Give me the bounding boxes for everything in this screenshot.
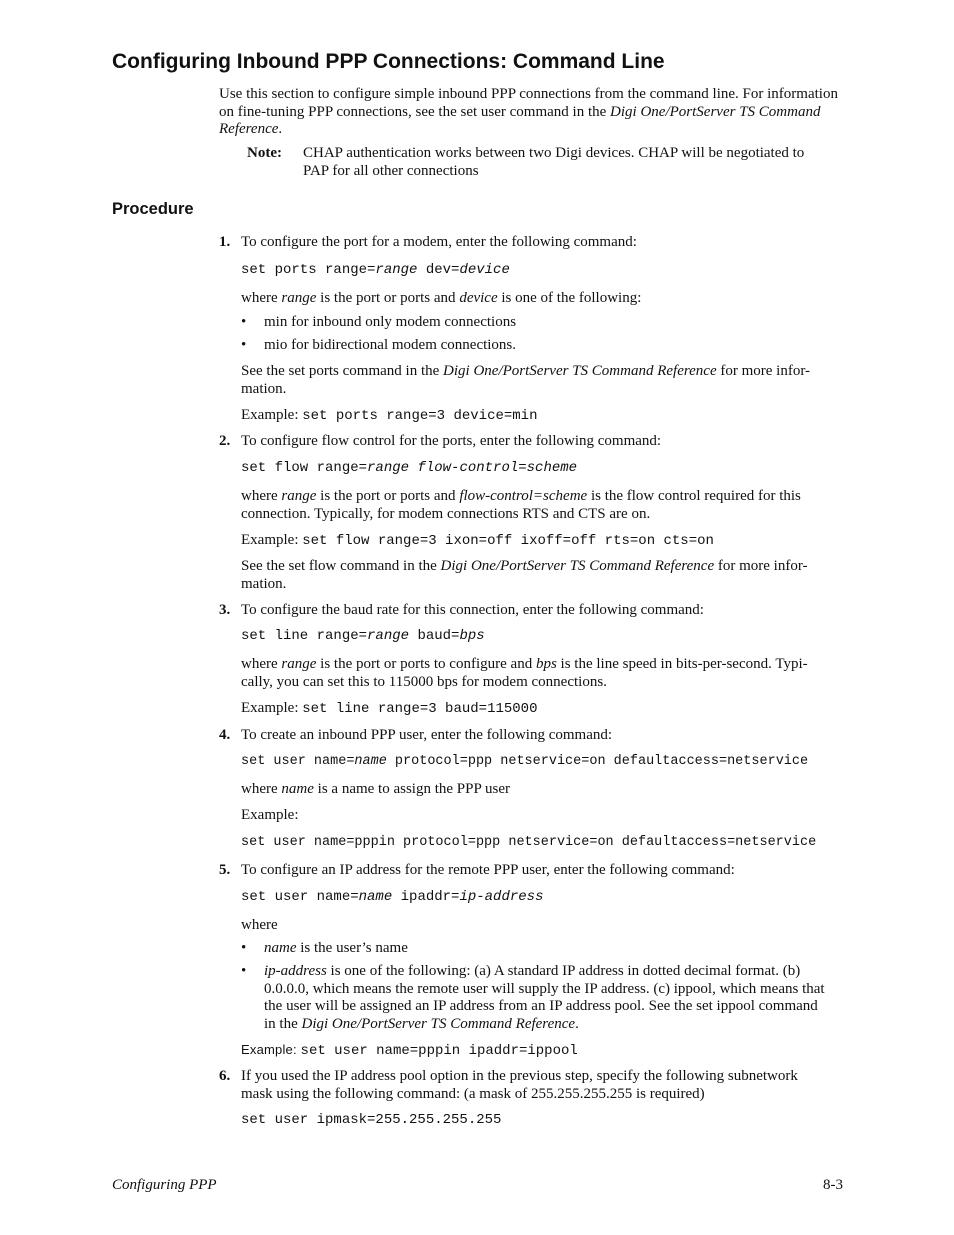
- bullet-dot: •: [241, 337, 247, 353]
- step-5-bullet-ip-address: ip-address is one of the following: (a) A standard IP address in dotted decimal format. (b) 0.0.0.0, which means the remote user will supply the IP address. (c) ippool, which means that the user will be assigned an IP address from an IP address pool. See the set ippool command in the Digi One/PortServer TS Command Reference.: [264, 963, 825, 1032]
- step-2-command: set flow range=range flow-control=scheme: [241, 460, 578, 476]
- step-5-example: Example: set user name=pppin ipaddr=ippool: [241, 1042, 578, 1059]
- step-1-text: To configure the port for a modem, enter the following command:: [241, 234, 637, 250]
- step-2-text: To configure flow control for the ports, enter the following command:: [241, 433, 662, 449]
- step-6-command: set user ipmask=255.255.255.255: [241, 1112, 502, 1128]
- step-5-text: To configure an IP address for the remote PPP user, enter the following command:: [241, 862, 735, 878]
- step-1-bullet-mio: mio for bidirectional modem connections.: [264, 337, 517, 353]
- step-1-command: set ports range=range dev=device: [241, 262, 510, 278]
- step-2-example: Example: set flow range=3 ixon=off ixoff=off rts=on cts=on: [241, 532, 714, 549]
- step-1-number: 1.: [219, 234, 231, 250]
- step-4-example-label: Example:: [241, 807, 299, 823]
- step-2-number: 2.: [219, 433, 231, 449]
- page-title: Configuring Inbound PPP Connections: Command Line: [112, 50, 665, 73]
- bullet-dot: •: [241, 314, 247, 330]
- step-1-bullet-min: min for inbound only modem connections: [264, 314, 517, 330]
- intro-text-end: .: [278, 121, 283, 137]
- step-2-see-also: See the set flow command in the Digi One/PortServer TS Command Reference for more infor- mation.: [241, 558, 808, 592]
- footer-chapter-title: Configuring PPP: [112, 1177, 217, 1193]
- step-2-where: where range is the port or ports and flow-control=scheme is the flow control required for this connection. Typically, for modem connections RTS and CTS are on.: [241, 488, 801, 522]
- step-5-where: where: [241, 917, 278, 933]
- step-4-text: To create an inbound PPP user, enter the following command:: [241, 727, 613, 743]
- step-4-where: where name is a name to assign the PPP user: [241, 781, 511, 797]
- step-4-number: 4.: [219, 727, 231, 743]
- note-label: Note:: [247, 145, 282, 161]
- intro-text: Use this section to configure simple inbound PPP connections from the command line. For information on fine-tuning PPP connections, see the set user command in the: [219, 86, 838, 120]
- intro-reference: Digi One/PortServer TS Command Reference: [219, 103, 821, 137]
- step-4-example-command: set user name=pppin protocol=ppp netservice=on defaultaccess=netservice: [241, 835, 817, 850]
- step-6-number: 6.: [219, 1068, 231, 1084]
- step-3-command: set line range=range baud=bps: [241, 628, 485, 644]
- step-3-example: Example: set line range=3 baud=115000: [241, 700, 538, 717]
- bullet-dot: •: [241, 963, 247, 979]
- step-1-see-also: See the set ports command in the Digi One/PortServer TS Command Reference for more infor- mation.: [241, 363, 811, 397]
- bullet-dot: •: [241, 940, 247, 956]
- step-4-command: set user name=name protocol=ppp netservice=on defaultaccess=netservice: [241, 754, 809, 769]
- procedure-heading: Procedure: [112, 200, 194, 218]
- footer-page-number: 8-3: [823, 1177, 843, 1193]
- intro-paragraph: [219, 86, 841, 139]
- step-3-number: 3.: [219, 602, 231, 618]
- step-3-where: where range is the port or ports to configure and bps is the line speed in bits-per-second. Typi- cally, you can set this to 115000 bps for modem connections.: [241, 656, 808, 690]
- step-5-command: set user name=name ipaddr=ip-address: [241, 889, 544, 905]
- note-text: CHAP authentication works between two Digi devices. CHAP will be negotiated to PAP for all other connections: [303, 145, 805, 179]
- step-5-number: 5.: [219, 862, 231, 878]
- step-1-example: Example: set ports range=3 device=min: [241, 407, 538, 424]
- step-6-text: If you used the IP address pool option in the previous step, specify the following subnetwork mask using the following command: (a mask of 255.255.255.255 is required): [241, 1068, 798, 1102]
- step-1-where: where range is the port or ports and device is one of the following:: [241, 290, 642, 306]
- step-5-bullet-name: name is the user’s name: [264, 940, 408, 956]
- step-3-text: To configure the baud rate for this connection, enter the following command:: [241, 602, 704, 618]
